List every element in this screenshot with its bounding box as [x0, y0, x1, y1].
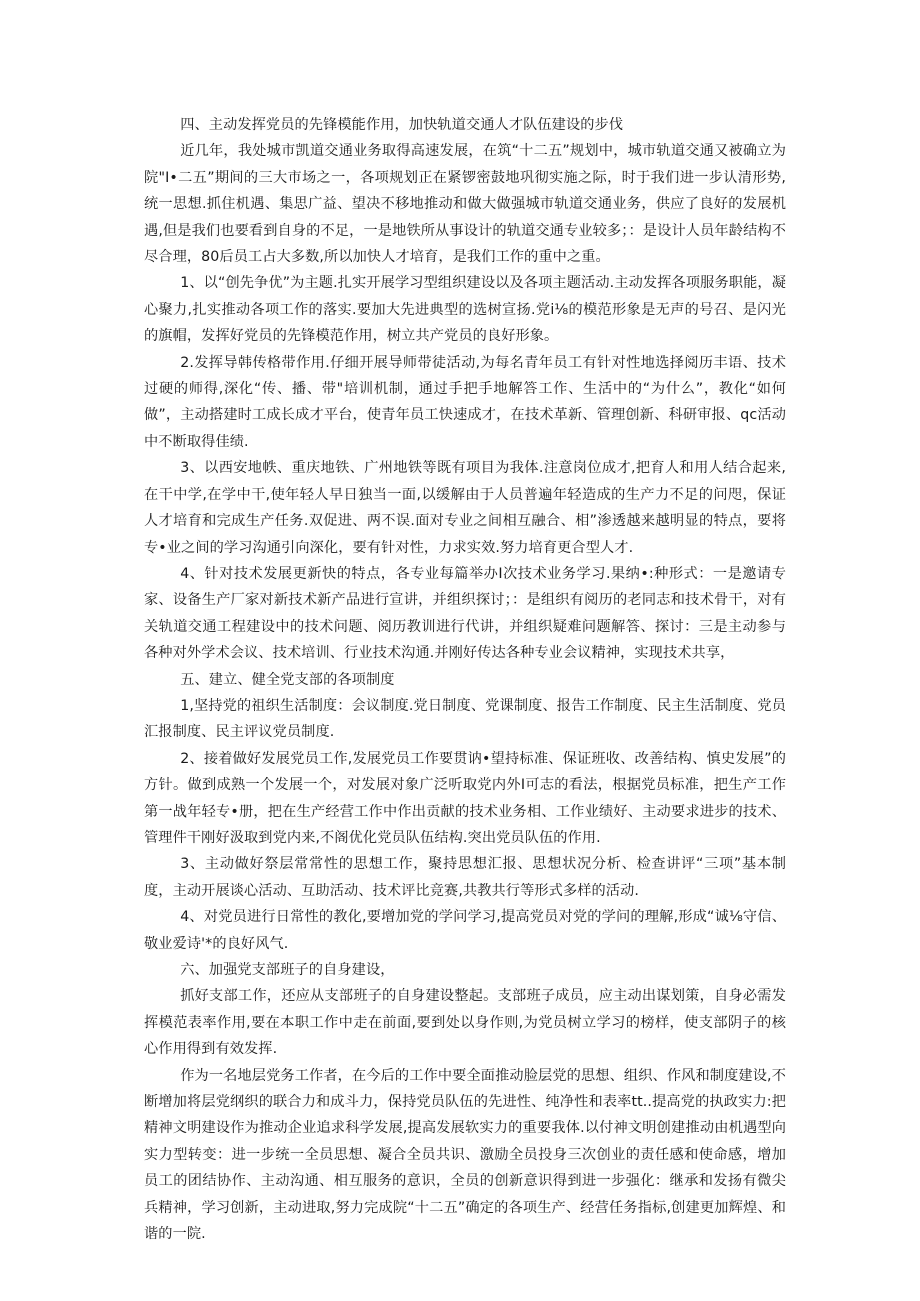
paragraph: 抓好支部工作，还应从支部班子的自身建设整起。支部班子成员，应主动出谋划策，自身必需发挥模范表率作用,要在本职工作中走在前面,要到处以身作则,为党员树立学习的榜样，使支部阴子的核心作用得到有效发挥.	[144, 988, 786, 1058]
paragraph: 1,坚持党的祖织生活制度：会议制度.党日制度、党课制度、报告工作制度、民主生活制度、党员汇报制度、民主评议党员制度.	[144, 697, 786, 741]
document-body	[144, 112, 786, 1247]
paragraph: 3、主动做好祭层常常性的思想工作，聚持思想汇报、思想状况分析、检查讲评“三项”基本制度，主动开展谈心活动、互助活动、技术评比竞赛,共教共行等形式多样的活动.	[144, 856, 786, 899]
paragraph: 1、以“创先争优”为主题.扎实开展学习型组织建设以及各项主题活动.主动发挥各项服务职能，凝心聚力,扎实推动各项工作的落实.要加大先进典型的选树宣扬.党i⅛的模范形象是无声的号召、是闪光的旗帽，发挥好党员的先锋模范作用，树立共产党员的良好形象。	[144, 275, 786, 345]
paragraph: 近几年，我处城市凯道交通业务取得高速发展，在筑“十二五”规划中，城市轨道交通又被确立为院"I•二五”期间的三大市场之一，各项规划正在紧锣密鼓地巩彻实施之际，时于我们进一步认清形势,统一思想.抓住机遇、集思广益、望决不移地推动和做大做强城市轨道交通业务，供应了良好的发展机遇,但是我们也要看到自身的不足，一是地铁所从事设计的轨道交通专业较多；：是设计人员年龄结构不尽合理，80后员工占大多数,所以加快人才培育，是我们工作的重中之重。	[144, 143, 786, 266]
section-heading-4: 四、主动发挥党员的先锋模能作用，加快轨道交通人才队伍建设的步伐	[180, 117, 624, 133]
paragraph: 作为一名地层党务工作者，在今后的工作中要全面推动脸层党的思想、组织、作风和制度建设,不断增加将层党纲织的联合力和成斗力，保持党员队伍的先进性、纯净性和表率tt..提高党的执政实力:把精神文明建设作为推动企业追求科学发展,提高发展软实力的重要我体.以付神文明创建推动由机遇型向实力型转变：进一步统一全员思想、凝合全员共识、激励全员投身三次创业的责任感和使命感，增加员工的团结协作、主动沟通、相互服务的意识，全员的创新意识得到进一步强化：继承和发扬有微尖兵精神，学习创新，主动进取,努力完成院“十二五”确定的各项生产、经营任务指标,创建更加辉煌、和谐的一院.	[144, 1067, 786, 1243]
paragraph: 3、以西安地帙、重庆地铁、广州地铁等既有项目为我体.注意岗位成才,把育人和用人结合起来,在干中学,在学中干,使年轻人早日独当一面,以缓解由于人员普遍年轻造成的生产力不足的问咫，保证人才培育和完成生产任务.双促进、两不误.面对专业之间相互融合、相”渗透越来越明显的特点，要将专•业之间的学习沟通引向深化，要有针对性，力求实效.努力培育更合型人才.	[144, 460, 786, 556]
paragraph: 2.发挥导韩传格带作用.仔细开展导师带徒活动,为每名青年员工有针对性地选择阅历丰语、技术过硬的师得,深化“传、播、带"培训机制，通过手把手地解答工作、生活中的“为什么”，教化“如何做”，主动搭建时工成长成才平台，使青年员工快速成才，在技术革新、管理创新、科研审报、qc活动中不断取得佳绩.	[144, 354, 786, 450]
section-heading-5: 五、建立、健全党支部的各项制度	[180, 671, 395, 688]
paragraph: 2、接着做好发展党员工作,发展党员工作要贯讷•望持标准、保证班收、改善结构、慎史发展”的方针。做到成熟一个发展一个，对发展对象广泛听取党内外I可志的看法，根据党员标准，把生产工作第一战年轻专•册，把在生产经营工作中作出贡献的技术业务相、工作业绩好、主动要求进步的技术、管理件干刚好汲取到党内来,不阁优化党员队伍结构.突出党员队伍的作用.	[144, 750, 786, 846]
paragraph: 4、对党员进行日常性的教化,要增加党的学问学习,提高党员对党的学问的理解,形成“诚⅛守信、敬业爱诗'*的良好风气.	[144, 909, 786, 952]
section-heading-6: 六、加强党支部班子的自身建设，	[180, 962, 395, 978]
paragraph: 4、针对技术发展更新快的特点，各专业每篇举办I次技术业务学习.果纳•:种形式：一是邀请专家、设备生产厂家对新技术新产品进行宣讲，并组织探讨；：是组织有阅历的老同志和技术骨干，对有关轨道交通工程建设中的技术问题、阅历教训进行代讲，并组织疑难问题解答、探讨：三是主动参与各种对外学术会议、技术培训、行业技术沟通.并刚好传达各种专业会议精神，实现技术共享，	[144, 565, 786, 662]
